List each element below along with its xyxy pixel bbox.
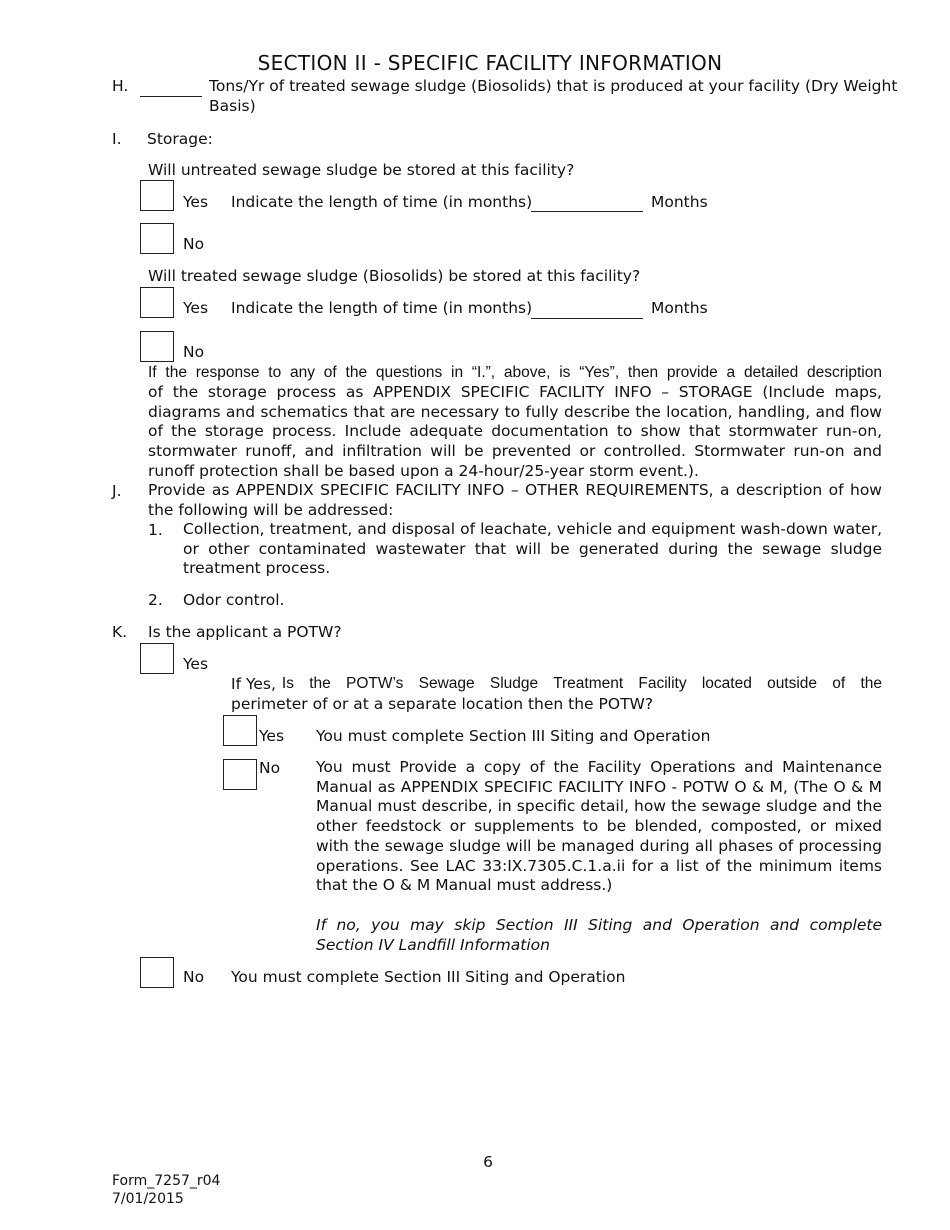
om-manual-instructions: You must Provide a copy of the Facility Operations and Maintenance Manual as APPENDIX SPECIFIC FACILITY INFO - POTW O & M, (The O & M Manual must describe, in specific detail, how the sewage sludge and the other feedstock or supplements to be blended, composted, or mixed with the sewage sludge will be managed during all phases of processing operations. See LAC 33:IX.7305.C.1.a.ii for a list of the minimum items that the O & M Manual must address.) xyxy=(316,758,882,895)
potw-no-checkbox[interactable] xyxy=(140,957,174,988)
treated-months-unit: Months xyxy=(651,299,708,317)
odor-control-item: Odor control. xyxy=(183,591,285,609)
storage-instructions-lead: If the response to any of the questions in “I.”, above, is “Yes”, then provide a detailed description xyxy=(148,364,882,381)
potw-yes-label: Yes xyxy=(183,655,209,673)
untreated-months-unit: Months xyxy=(651,193,708,211)
item-letter-i: I. xyxy=(112,130,122,148)
leachate-item: Collection, treatment, and disposal of leachate, vehicle and equipment wash-down water, or other contaminated wastewater that will be generated during the sewage sludge treatment process. xyxy=(183,520,882,578)
separate-location-no-label: No xyxy=(259,759,281,777)
list-number-2: 2. xyxy=(148,591,163,609)
if-yes-question-cont: perimeter of or at a separate location then the POTW? xyxy=(231,695,654,713)
untreated-storage-question: Will untreated sewage sludge be stored at this facility? xyxy=(148,161,575,179)
tons-per-year-label-cont: Basis) xyxy=(209,97,256,115)
untreated-yes-checkbox[interactable] xyxy=(140,180,174,211)
if-yes-question-line xyxy=(231,674,882,694)
other-requirements-text: Provide as APPENDIX SPECIFIC FACILITY INFO – OTHER REQUIREMENTS, a description of how the following will be addressed: xyxy=(148,481,882,519)
form-date: 7/01/2015 xyxy=(112,1191,184,1207)
treated-no-label: No xyxy=(183,343,205,361)
separate-location-yes-text: You must complete Section III Siting and Operation xyxy=(316,727,711,745)
list-number-1: 1. xyxy=(148,521,163,539)
treated-storage-question: Will treated sewage sludge (Biosolids) be stored at this facility? xyxy=(148,267,641,285)
item-letter-k: K. xyxy=(112,623,128,641)
storage-heading: Storage: xyxy=(147,130,213,148)
untreated-length-label: Indicate the length of time (in months) xyxy=(231,193,533,211)
separate-location-yes-checkbox[interactable] xyxy=(223,715,257,746)
potw-question: Is the applicant a POTW? xyxy=(148,623,342,641)
form-id: Form_7257_r04 xyxy=(112,1173,221,1189)
potw-no-text: You must complete Section III Siting and Operation xyxy=(231,968,626,986)
item-letter-h: H. xyxy=(112,77,129,95)
if-yes-question: Is the POTW’s Sewage Sludge Treatment Facility located outside of the xyxy=(281,675,882,692)
untreated-months-field[interactable] xyxy=(531,211,643,212)
treated-length-label: Indicate the length of time (in months) xyxy=(231,299,533,317)
page-number: 6 xyxy=(483,1153,493,1171)
tons-per-year-label: Tons/Yr of treated sewage sludge (Biosolids) that is produced at your facility (Dry Weight xyxy=(209,77,898,95)
untreated-yes-label: Yes xyxy=(183,193,209,211)
potw-no-label: No xyxy=(183,968,205,986)
separate-location-yes-label: Yes xyxy=(259,727,285,745)
treated-months-field[interactable] xyxy=(531,318,643,319)
tons-per-year-field[interactable] xyxy=(140,96,202,97)
untreated-no-checkbox[interactable] xyxy=(140,223,174,254)
if-yes-prefix: If Yes, xyxy=(231,675,276,693)
storage-instructions: of the storage process as APPENDIX SPECIFIC FACILITY INFO – STORAGE (Include maps, diagrams and schematics that are necessary to fully describe the location, handling, and flow of the storage process. Include adequate documentation to show that stormwater run-on, stormwater runoff, and infiltration will be prevented or controlled. Stormwater run-on and runoff protection shall be based upon a 24-hour/25-year storm event.). xyxy=(148,383,882,480)
treated-yes-checkbox[interactable] xyxy=(140,287,174,318)
skip-section-note: If no, you may skip Section III Siting and Operation and complete Section IV Landfill Information xyxy=(316,916,882,954)
separate-location-no-checkbox[interactable] xyxy=(223,759,257,790)
untreated-no-label: No xyxy=(183,235,205,253)
treated-no-checkbox[interactable] xyxy=(140,331,174,362)
section-title: SECTION II - SPECIFIC FACILITY INFORMATION xyxy=(257,51,723,75)
item-letter-j: J. xyxy=(112,482,122,500)
treated-yes-label: Yes xyxy=(183,299,209,317)
potw-yes-checkbox[interactable] xyxy=(140,643,174,674)
